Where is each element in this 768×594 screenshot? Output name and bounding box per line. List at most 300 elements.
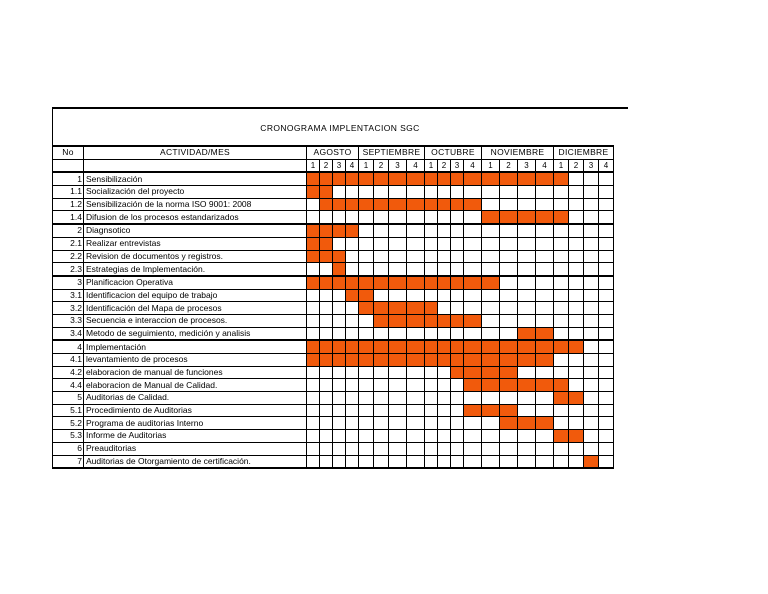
week-cell: [536, 392, 554, 405]
week-cell: [374, 237, 389, 250]
week-cell: [374, 211, 389, 224]
week-header: 2: [438, 159, 451, 172]
week-cell: [584, 211, 599, 224]
week-cell: [389, 366, 407, 379]
row-number: 1.4: [53, 211, 84, 224]
table-row: [53, 379, 614, 392]
week-cell: [407, 211, 425, 224]
week-cell: [482, 455, 500, 468]
month-header: OCTUBRE: [425, 146, 482, 159]
week-cell: [584, 430, 599, 443]
week-cell: [425, 327, 438, 340]
week-cell: [346, 392, 359, 405]
week-cell-active: [500, 172, 518, 185]
week-cell-active: [464, 198, 482, 211]
week-cell-active: [333, 276, 346, 289]
week-cell: [407, 430, 425, 443]
week-cell: [425, 430, 438, 443]
table-row: [53, 172, 614, 185]
week-cell: [320, 404, 333, 417]
week-cell: [569, 250, 584, 263]
week-cell: [320, 263, 333, 276]
week-cell: [500, 455, 518, 468]
week-cell: [320, 314, 333, 327]
week-cell: [374, 455, 389, 468]
week-cell: [425, 263, 438, 276]
week-cell-active: [536, 211, 554, 224]
week-cell-active: [451, 354, 464, 367]
week-cell-active: [307, 186, 320, 199]
week-header: 3: [584, 159, 599, 172]
week-cell: [599, 276, 614, 289]
month-header: DICIEMBRE: [554, 146, 614, 159]
week-cell-active: [554, 430, 569, 443]
week-cell: [451, 289, 464, 302]
table-row: [53, 354, 614, 367]
week-cell: [307, 327, 320, 340]
week-cell-active: [518, 172, 536, 185]
table-row: [53, 250, 614, 263]
week-header: 3: [389, 159, 407, 172]
week-cell: [569, 211, 584, 224]
week-cell: [536, 404, 554, 417]
week-cell: [320, 289, 333, 302]
week-cell: [554, 250, 569, 263]
week-cell-active: [518, 379, 536, 392]
week-cell: [438, 289, 451, 302]
week-cell-active: [518, 417, 536, 430]
week-cell: [599, 417, 614, 430]
week-cell-active: [536, 379, 554, 392]
week-cell: [407, 404, 425, 417]
table-row: [53, 442, 614, 455]
row-number: 5.2: [53, 417, 84, 430]
week-cell: [554, 186, 569, 199]
week-cell: [451, 327, 464, 340]
week-cell: [569, 198, 584, 211]
week-cell-active: [482, 354, 500, 367]
week-cell-active: [320, 276, 333, 289]
week-cell: [536, 263, 554, 276]
week-cell: [599, 340, 614, 353]
week-header: 2: [374, 159, 389, 172]
week-cell: [482, 417, 500, 430]
table-row: [53, 211, 614, 224]
week-cell: [482, 430, 500, 443]
week-cell: [482, 186, 500, 199]
week-cell: [536, 302, 554, 315]
week-cell: [346, 430, 359, 443]
week-header: 1: [554, 159, 569, 172]
table-row: [53, 224, 614, 237]
table-row: [53, 186, 614, 199]
week-cell: [464, 302, 482, 315]
row-activity: Difusion de los procesos estandarizados: [84, 211, 307, 224]
week-cell: [554, 224, 569, 237]
week-cell-active: [451, 340, 464, 353]
week-cell: [584, 276, 599, 289]
week-header: 4: [599, 159, 614, 172]
row-activity: Planificacion Operativa: [84, 276, 307, 289]
row-number: 1.1: [53, 186, 84, 199]
week-cell: [500, 276, 518, 289]
row-activity: Secuencia e interaccion de procesos.: [84, 314, 307, 327]
week-cell: [438, 392, 451, 405]
week-cell-active: [464, 172, 482, 185]
row-number: 2.1: [53, 237, 84, 250]
week-cell-active: [438, 198, 451, 211]
week-cell: [536, 276, 554, 289]
week-cell: [307, 455, 320, 468]
week-cell: [407, 379, 425, 392]
week-cell: [389, 327, 407, 340]
row-number: 3: [53, 276, 84, 289]
week-cell-active: [569, 430, 584, 443]
week-cell: [359, 186, 374, 199]
week-cell: [346, 302, 359, 315]
week-cell: [346, 237, 359, 250]
table-row: [53, 237, 614, 250]
week-cell-active: [346, 340, 359, 353]
week-cell: [389, 250, 407, 263]
week-cell: [451, 250, 464, 263]
week-cell: [346, 404, 359, 417]
week-cell-active: [374, 172, 389, 185]
week-cell-active: [518, 327, 536, 340]
week-cell: [359, 314, 374, 327]
week-cell: [374, 379, 389, 392]
week-cell-active: [320, 186, 333, 199]
week-cell: [425, 237, 438, 250]
week-cell: [599, 198, 614, 211]
week-cell: [584, 224, 599, 237]
week-cell: [359, 442, 374, 455]
week-cell: [518, 404, 536, 417]
row-activity: Socialización del proyecto: [84, 186, 307, 199]
week-cell: [307, 289, 320, 302]
week-cell: [407, 392, 425, 405]
week-cell: [389, 224, 407, 237]
week-cell-active: [407, 276, 425, 289]
week-cell-active: [333, 263, 346, 276]
week-cell-active: [407, 302, 425, 315]
week-cell: [500, 302, 518, 315]
week-cell: [584, 340, 599, 353]
week-cell-active: [374, 340, 389, 353]
week-cell: [584, 172, 599, 185]
week-cell: [569, 302, 584, 315]
row-number: 4: [53, 340, 84, 353]
week-cell: [346, 327, 359, 340]
week-cell-active: [333, 354, 346, 367]
week-cell: [554, 302, 569, 315]
week-cell: [569, 314, 584, 327]
week-cell-active: [451, 198, 464, 211]
week-cell: [307, 314, 320, 327]
week-cell-active: [438, 354, 451, 367]
week-cell-active: [346, 276, 359, 289]
row-activity: levantamiento de procesos: [84, 354, 307, 367]
week-cell: [320, 392, 333, 405]
week-cell-active: [425, 276, 438, 289]
week-cell: [464, 430, 482, 443]
week-header: 4: [407, 159, 425, 172]
week-cell: [320, 302, 333, 315]
header-no: No: [53, 146, 84, 159]
week-cell: [374, 442, 389, 455]
week-cell: [569, 417, 584, 430]
week-cell: [464, 224, 482, 237]
week-cell: [359, 430, 374, 443]
week-cell-active: [425, 340, 438, 353]
week-cell: [569, 327, 584, 340]
month-header: SEPTIEMBRE: [359, 146, 425, 159]
week-cell: [518, 237, 536, 250]
week-cell-active: [374, 198, 389, 211]
week-cell: [425, 186, 438, 199]
week-cell: [500, 442, 518, 455]
week-cell: [518, 263, 536, 276]
week-cell-active: [320, 250, 333, 263]
week-cell: [438, 327, 451, 340]
week-cell: [482, 198, 500, 211]
week-cell: [554, 276, 569, 289]
week-header: 1: [482, 159, 500, 172]
week-cell: [407, 237, 425, 250]
week-cell: [584, 237, 599, 250]
week-cell: [425, 455, 438, 468]
week-cell: [438, 224, 451, 237]
week-cell: [464, 392, 482, 405]
week-cell: [482, 289, 500, 302]
week-cell-active: [569, 392, 584, 405]
week-cell: [500, 430, 518, 443]
row-activity: Revision de documentos y registros.: [84, 250, 307, 263]
week-cell-active: [374, 302, 389, 315]
week-cell-active: [389, 276, 407, 289]
week-cell: [569, 172, 584, 185]
week-cell: [518, 366, 536, 379]
week-cell-active: [451, 172, 464, 185]
week-cell: [482, 250, 500, 263]
week-cell: [569, 404, 584, 417]
week-cell: [451, 379, 464, 392]
week-cell: [359, 211, 374, 224]
week-cell: [389, 417, 407, 430]
row-number: 2: [53, 224, 84, 237]
table-row: [53, 314, 614, 327]
week-cell-active: [425, 314, 438, 327]
row-number: 4.2: [53, 366, 84, 379]
week-cell-active: [407, 314, 425, 327]
row-number: 3.4: [53, 327, 84, 340]
week-cell: [584, 417, 599, 430]
week-cell-active: [464, 379, 482, 392]
row-number: 7: [53, 455, 84, 468]
week-cell-active: [438, 276, 451, 289]
week-cell: [584, 250, 599, 263]
row-activity: Metodo de seguimiento, medición y analisis: [84, 327, 307, 340]
week-cell: [333, 237, 346, 250]
week-cell-active: [333, 340, 346, 353]
table-row: [53, 404, 614, 417]
week-cell: [518, 430, 536, 443]
week-cell: [482, 392, 500, 405]
week-cell: [407, 224, 425, 237]
week-cell: [464, 211, 482, 224]
week-cell: [554, 417, 569, 430]
table-row: [53, 430, 614, 443]
week-cell: [584, 198, 599, 211]
row-activity: Programa de auditorias Interno: [84, 417, 307, 430]
week-cell: [536, 186, 554, 199]
week-cell: [438, 379, 451, 392]
schedule-table: [52, 145, 614, 469]
week-cell: [584, 263, 599, 276]
week-cell: [518, 392, 536, 405]
week-cell: [569, 354, 584, 367]
week-cell: [333, 430, 346, 443]
week-cell: [359, 366, 374, 379]
row-number: 5.3: [53, 430, 84, 443]
week-cell-active: [333, 198, 346, 211]
week-cell: [451, 417, 464, 430]
week-cell: [451, 263, 464, 276]
week-cell: [451, 224, 464, 237]
week-cell: [500, 198, 518, 211]
week-cell: [389, 289, 407, 302]
week-cell: [536, 224, 554, 237]
week-cell: [569, 276, 584, 289]
week-cell: [584, 404, 599, 417]
week-cell-active: [359, 340, 374, 353]
week-cell: [500, 237, 518, 250]
week-cell: [374, 430, 389, 443]
week-cell: [500, 392, 518, 405]
week-cell: [536, 366, 554, 379]
week-cell-active: [554, 211, 569, 224]
week-cell: [554, 314, 569, 327]
header-activity-blank: [84, 159, 307, 172]
week-cell: [425, 366, 438, 379]
week-cell: [359, 263, 374, 276]
week-cell-active: [359, 198, 374, 211]
week-cell-active: [407, 354, 425, 367]
week-cell: [346, 250, 359, 263]
week-cell: [518, 442, 536, 455]
week-cell: [407, 289, 425, 302]
week-cell-active: [500, 404, 518, 417]
week-cell-active: [554, 392, 569, 405]
week-header: 1: [359, 159, 374, 172]
week-cell: [333, 314, 346, 327]
week-cell: [451, 430, 464, 443]
week-cell: [584, 366, 599, 379]
week-cell: [569, 186, 584, 199]
week-cell: [374, 392, 389, 405]
week-cell-active: [374, 314, 389, 327]
week-cell: [389, 186, 407, 199]
week-cell: [407, 366, 425, 379]
week-cell: [389, 430, 407, 443]
week-cell: [599, 302, 614, 315]
row-activity: Diagnsotico: [84, 224, 307, 237]
week-cell: [307, 404, 320, 417]
row-number: 4.1: [53, 354, 84, 367]
week-cell-active: [464, 366, 482, 379]
week-cell-active: [482, 172, 500, 185]
week-cell: [500, 314, 518, 327]
week-cell-active: [389, 340, 407, 353]
week-cell: [464, 455, 482, 468]
week-cell: [346, 417, 359, 430]
week-cell-active: [346, 172, 359, 185]
week-cell: [554, 263, 569, 276]
week-cell: [451, 211, 464, 224]
row-number: 1: [53, 172, 84, 185]
week-cell: [333, 404, 346, 417]
week-cell-active: [536, 172, 554, 185]
page-title: CRONOGRAMA IMPLENTACION SGC: [260, 123, 420, 133]
week-cell-active: [464, 276, 482, 289]
week-cell: [464, 186, 482, 199]
week-cell-active: [307, 237, 320, 250]
table-row: [53, 417, 614, 430]
week-cell: [320, 455, 333, 468]
week-cell: [320, 366, 333, 379]
week-header: 4: [346, 159, 359, 172]
top-rule: [52, 107, 628, 109]
week-cell: [407, 455, 425, 468]
week-cell: [569, 237, 584, 250]
week-cell: [438, 237, 451, 250]
week-cell: [584, 302, 599, 315]
week-cell: [320, 379, 333, 392]
week-cell: [438, 250, 451, 263]
week-cell-active: [374, 354, 389, 367]
week-cell: [554, 366, 569, 379]
header-row: [53, 146, 614, 159]
table-row: [53, 276, 614, 289]
week-cell: [500, 263, 518, 276]
row-number: 4.4: [53, 379, 84, 392]
week-cell: [599, 455, 614, 468]
week-cell: [464, 327, 482, 340]
week-cell-active: [536, 354, 554, 367]
week-cell: [425, 379, 438, 392]
week-header: 3: [333, 159, 346, 172]
week-cell: [359, 327, 374, 340]
week-header: 4: [536, 159, 554, 172]
row-activity: Procedimiento de Auditorias: [84, 404, 307, 417]
row-activity: elaboracion de Manual de Calidad.: [84, 379, 307, 392]
week-cell: [425, 211, 438, 224]
week-cell: [584, 379, 599, 392]
week-cell: [320, 211, 333, 224]
week-cell: [451, 392, 464, 405]
week-cell-active: [536, 327, 554, 340]
week-cell: [346, 186, 359, 199]
row-activity: Sensibilización de la norma ISO 9001: 2008: [84, 198, 307, 211]
week-cell: [307, 263, 320, 276]
week-cell: [518, 198, 536, 211]
week-cell: [333, 302, 346, 315]
week-cell: [438, 186, 451, 199]
week-cell: [464, 289, 482, 302]
week-cell: [346, 314, 359, 327]
week-cell: [584, 392, 599, 405]
week-cell: [333, 211, 346, 224]
